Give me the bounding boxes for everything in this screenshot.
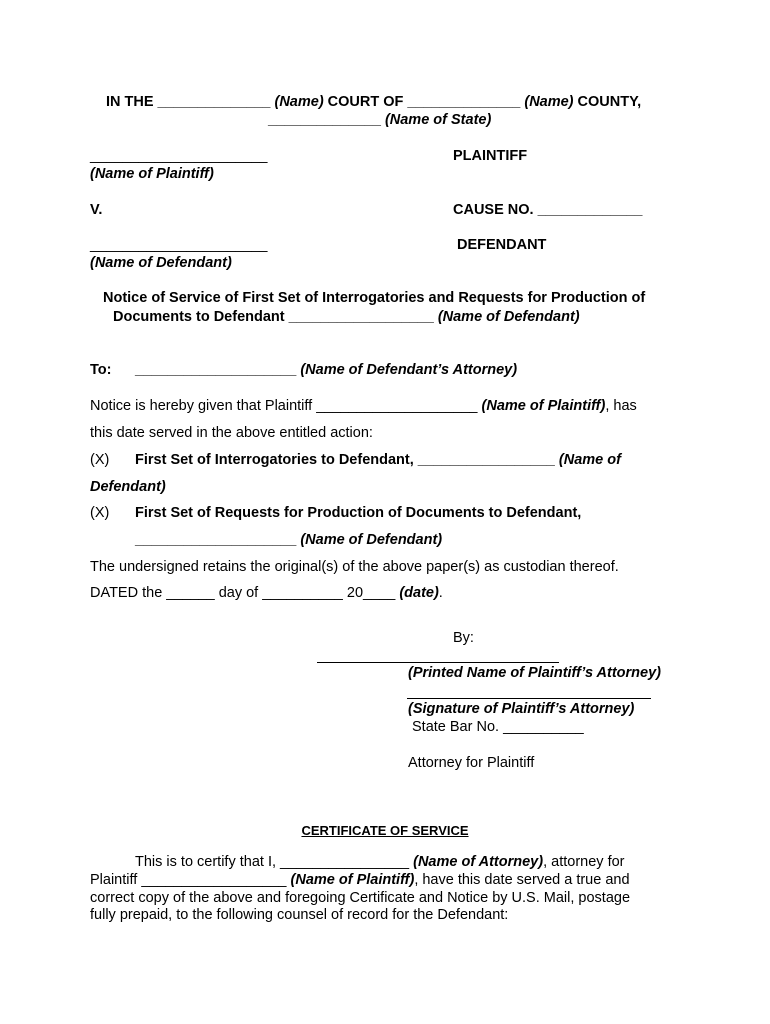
printed-name-label: (Printed Name of Plaintiff’s Attorney) <box>408 665 661 681</box>
certificate-line-2 <box>90 872 630 889</box>
certificate-start: This is to certify that I, ________________ <box>135 854 414 870</box>
certificate-served-text: , have this date served a true and <box>414 872 630 888</box>
defendant-blank: ______________________ <box>90 237 268 253</box>
attorney-for-plaintiff: Attorney for Plaintiff <box>408 755 535 771</box>
dated-text: DATED the ______ day of __________ 20____ <box>90 585 400 601</box>
plaintiff-name-label: (Name of Plaintiff) <box>90 166 214 182</box>
interrogatories-name-part-2: Defendant) <box>90 479 166 495</box>
cause-number: CAUSE NO. _____________ <box>453 202 643 218</box>
dated-line <box>90 585 443 602</box>
item-2-blank: ____________________ <box>135 532 301 548</box>
title-defendant-name: (Name of Defendant) <box>437 309 580 325</box>
certificate-line-4: fully prepaid, to the following counsel of record for the Defendant: <box>90 907 509 923</box>
by-label: By: <box>453 630 474 646</box>
plaintiff-blank: ______________________ <box>90 148 268 164</box>
title-documents-text: Documents to Defendant __________________ <box>113 309 438 325</box>
court-prefix: IN THE ______________ <box>106 94 275 110</box>
item-1-text <box>135 452 621 469</box>
dated-label: (date) <box>399 585 439 601</box>
to-blank: ____________________ <box>135 362 301 378</box>
served-line: this date served in the above entitled action: <box>90 425 373 441</box>
signature-line <box>407 698 651 699</box>
county-name-label: (Name) <box>524 94 574 110</box>
notice-end: , has <box>605 398 637 414</box>
defendant-name-label: (Name of Defendant) <box>90 255 232 271</box>
notice-start: Notice is hereby given that Plaintiff ____________________ <box>90 398 482 414</box>
court-name-label: (Name) <box>274 94 324 110</box>
printed-name-line <box>317 662 559 663</box>
item-2-text: First Set of Requests for Production of Documents to Defendant, <box>135 505 582 521</box>
certificate-line-3: correct copy of the above and foregoing Certificate and Notice by U.S. Mail, postage <box>90 890 631 906</box>
notice-title-line-2 <box>113 309 580 326</box>
notice-title-line-1: Notice of Service of First Set of Interrogatories and Requests for Production of <box>103 290 646 306</box>
to-label: To: <box>90 362 112 378</box>
defendant-label: DEFENDANT <box>457 237 547 253</box>
state-bar-number: State Bar No. __________ <box>412 719 584 735</box>
item-2-mark: (X) <box>90 505 110 521</box>
item-2-defendant <box>135 532 442 549</box>
versus-label: V. <box>90 202 103 218</box>
court-line-1 <box>106 94 641 111</box>
plaintiff-label: PLAINTIFF <box>453 148 528 164</box>
certificate-plaintiff-text: Plaintiff __________________ <box>90 872 291 888</box>
court-line-2 <box>268 112 491 129</box>
retains-line: The undersigned retains the original(s) of the above paper(s) as custodian thereof. <box>90 559 619 575</box>
certificate-plaintiff-name: (Name of Plaintiff) <box>290 872 415 888</box>
state-blank: ______________ <box>268 112 385 128</box>
notice-plaintiff-name: (Name of Plaintiff) <box>481 398 606 414</box>
interrogatories-text: First Set of Interrogatories to Defendant, _________________ <box>135 452 559 468</box>
notice-line <box>90 398 637 415</box>
interrogatories-name-part-1: (Name of <box>558 452 621 468</box>
item-1-mark: (X) <box>90 452 110 468</box>
certificate-heading: CERTIFICATE OF SERVICE <box>301 823 469 838</box>
county-text: COUNTY, <box>573 94 642 110</box>
state-name-label: (Name of State) <box>384 112 492 128</box>
signature-label: (Signature of Plaintiff’s Attorney) <box>408 701 635 717</box>
dated-end: . <box>438 585 443 601</box>
certificate-line-1 <box>135 854 625 871</box>
certificate-attorney-name: (Name of Attorney) <box>413 854 544 870</box>
to-attorney <box>135 362 517 379</box>
certificate-attorney-for: , attorney for <box>543 854 625 870</box>
court-of-text: COURT OF ______________ <box>323 94 525 110</box>
to-attorney-name: (Name of Defendant’s Attorney) <box>300 362 518 378</box>
item-2-defendant-name: (Name of Defendant) <box>300 532 443 548</box>
